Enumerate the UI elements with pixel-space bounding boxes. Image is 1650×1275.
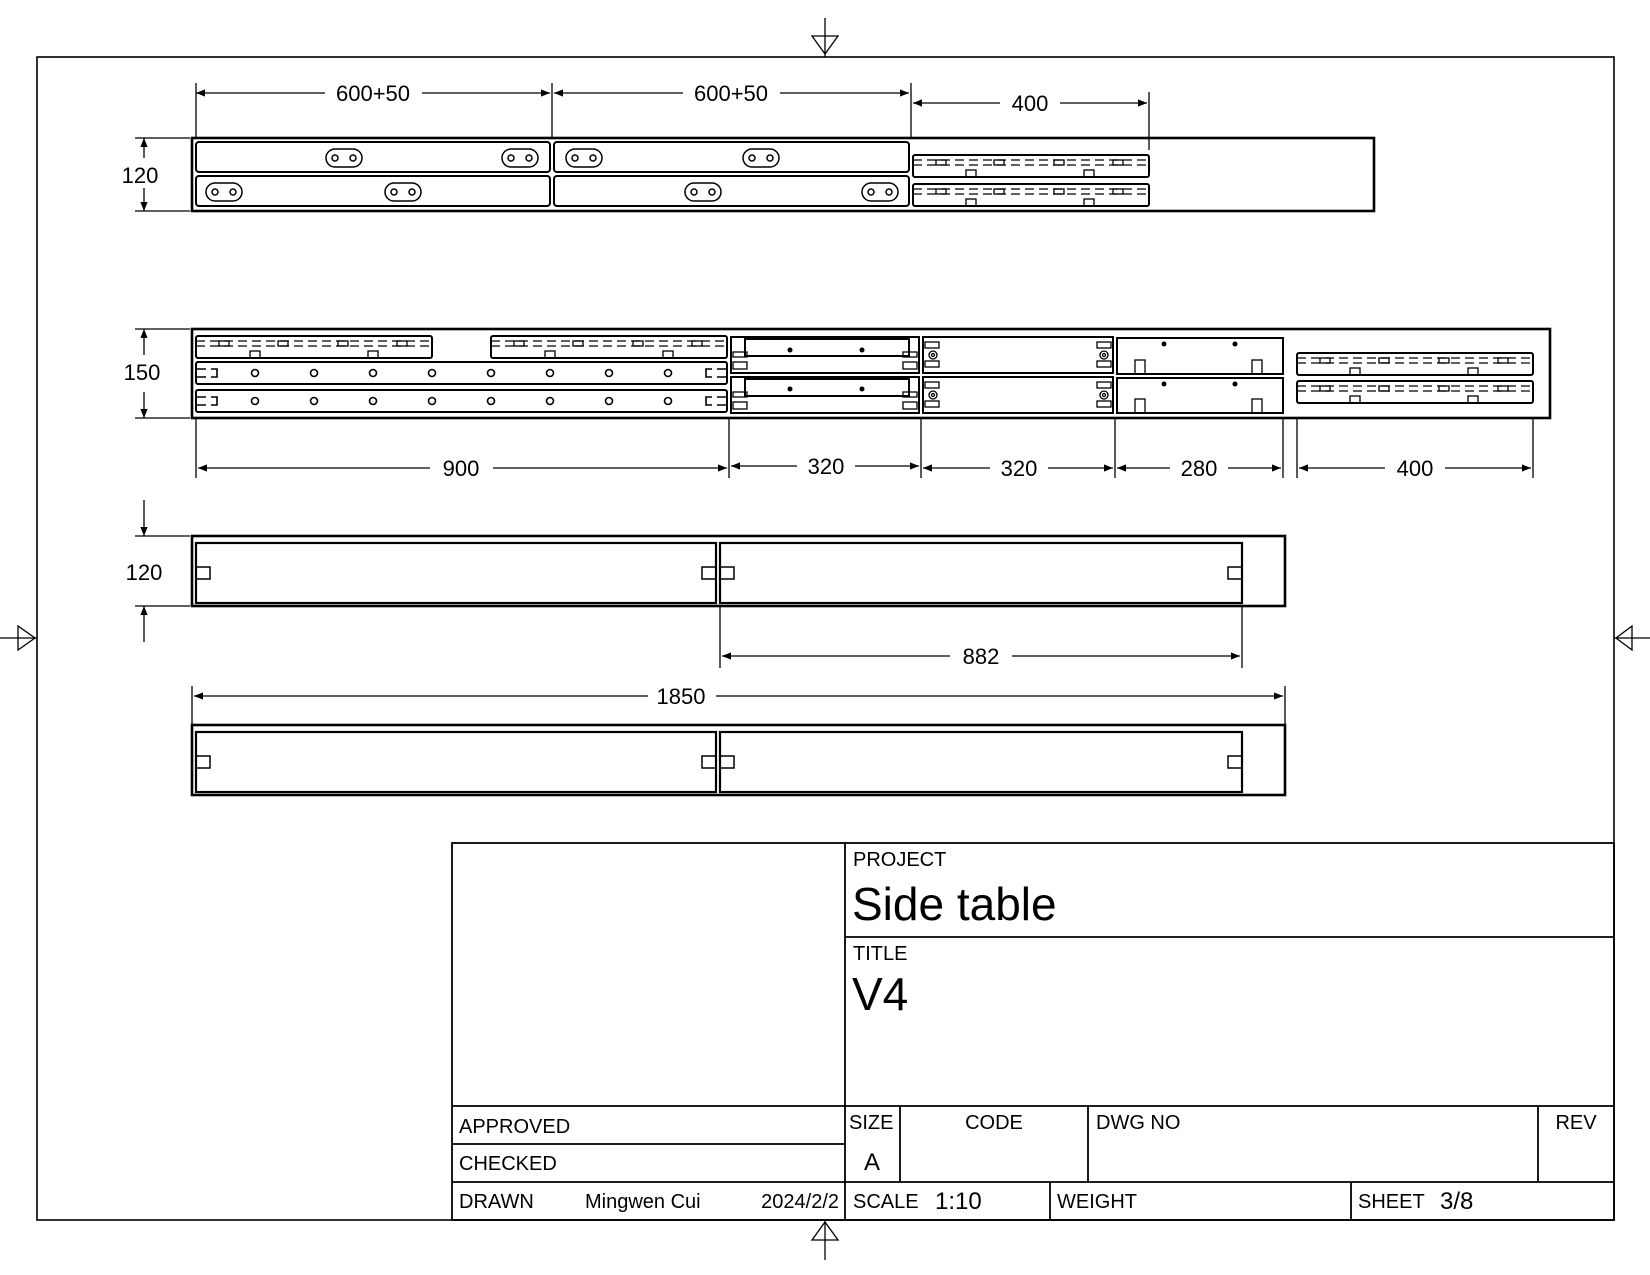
drawing-frame [37, 57, 1614, 1220]
scale-label: SCALE [853, 1191, 919, 1213]
project-label: PROJECT [853, 849, 947, 871]
dim-mid-w3: 320 [1000, 456, 1038, 481]
view-bottom-strip [192, 725, 1285, 795]
dim-third-inner: 882 [962, 644, 1000, 669]
view-overall-dimension [192, 686, 1285, 725]
approved-label: APPROVED [459, 1116, 571, 1138]
view-top-strip [192, 138, 1374, 211]
view-mid-strip [192, 329, 1550, 418]
scale-value: 1:10 [935, 1188, 982, 1215]
dim-overall: 1850 [656, 684, 706, 709]
drawn-date: 2024/2/2 [761, 1191, 839, 1213]
dim-mid-w4: 280 [1180, 456, 1218, 481]
view-third-strip [192, 536, 1285, 606]
dim-top-h: 120 [121, 163, 159, 188]
sheet-value: 3/8 [1440, 1188, 1474, 1215]
dim-top-w2: 600+50 [693, 81, 769, 106]
dim-mid-w5: 400 [1396, 456, 1434, 481]
dim-top-w3: 400 [1011, 91, 1049, 116]
size-value: A [863, 1149, 881, 1176]
sheet-label: SHEET [1358, 1191, 1425, 1213]
project-value: Side table [852, 878, 1057, 930]
drawn-by: Mingwen Cui [585, 1191, 701, 1213]
dim-mid-h: 150 [123, 360, 161, 385]
dwg-no-label: DWG NO [1096, 1112, 1181, 1134]
dim-third-h: 120 [125, 560, 163, 585]
rev-label: REV [1555, 1112, 1597, 1134]
view-third-dimensions [135, 500, 1242, 668]
code-label: CODE [965, 1112, 1023, 1134]
dim-mid-w2: 320 [807, 454, 845, 479]
dim-top-w1: 600+50 [335, 81, 411, 106]
title-label: TITLE [853, 943, 908, 965]
drawn-label: DRAWN [459, 1191, 534, 1213]
size-label: SIZE [849, 1112, 894, 1134]
centering-marks [0, 18, 1650, 1260]
title-block [452, 843, 1614, 1220]
weight-label: WEIGHT [1057, 1191, 1137, 1213]
checked-label: CHECKED [459, 1153, 557, 1175]
dim-mid-w1: 900 [442, 456, 480, 481]
title-value: V4 [852, 968, 909, 1020]
view-top-dimensions [135, 83, 1149, 211]
